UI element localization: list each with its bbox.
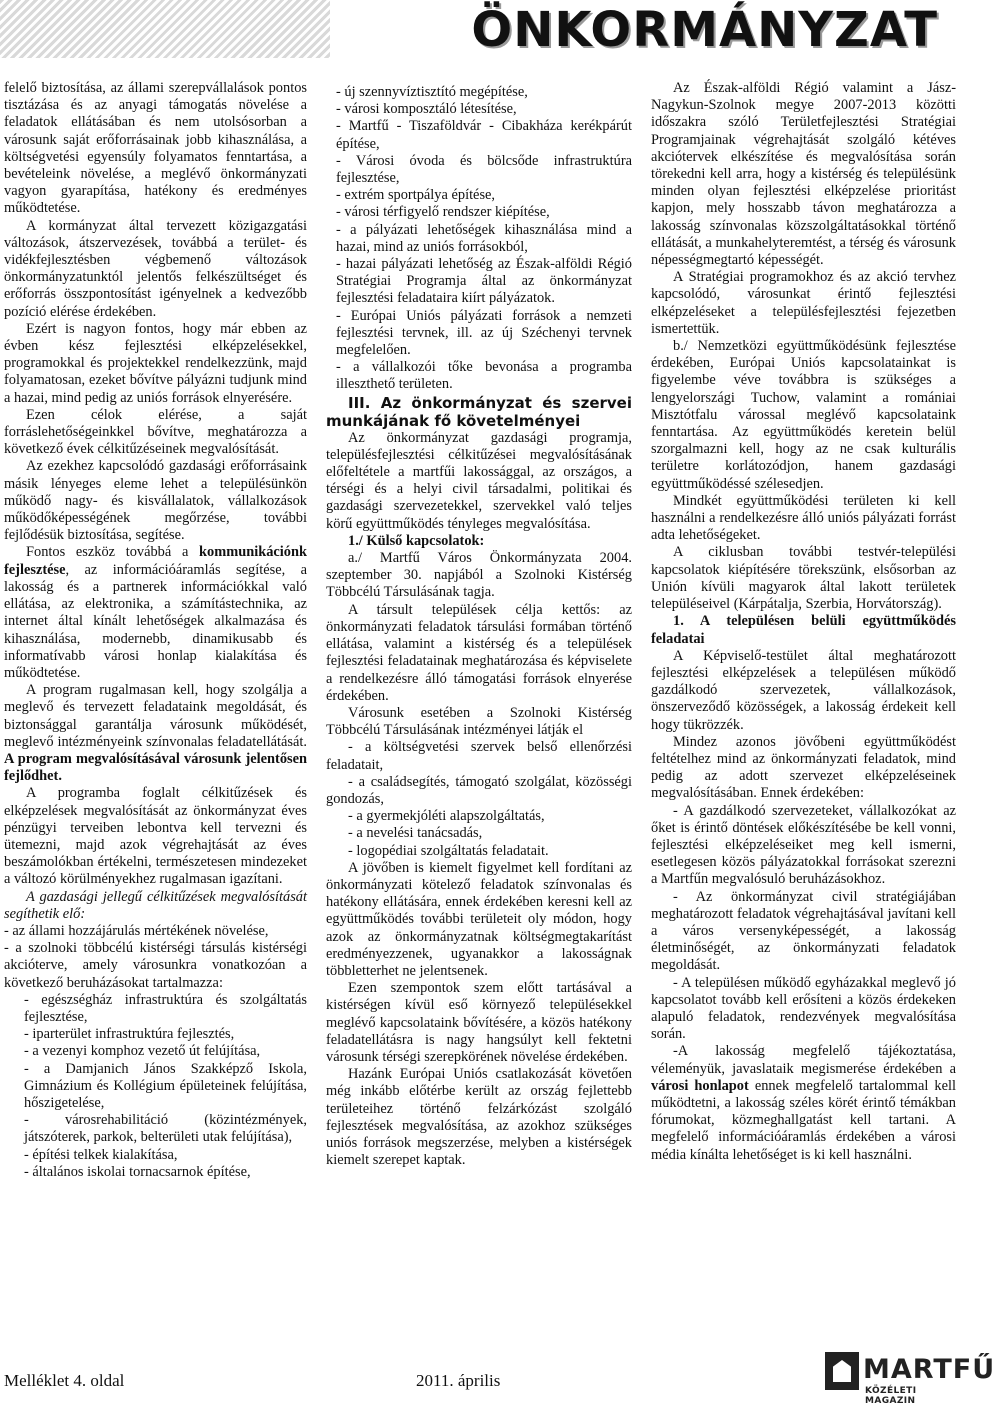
list-item: - a költségvetési szervek belső ellenőrzési feladatait, xyxy=(326,739,632,773)
paragraph: - A gazdálkodó szervezeteket, vállalkozókat az őket is érintő döntések előkészítésébe be kell vonni, fejlesztési elképzeléseiket meg kell ismerni, esetlegesen közös pályázatokkal forrásokat szerezni a Martfűn megvalósuló beruházásokhoz. xyxy=(651,802,956,888)
list-item: - logopédiai szolgáltatás feladatait. xyxy=(348,842,549,859)
paragraph: A kormányzat által tervezett közigazgatási változások, átszervezések, továbbá a terület- és vidékfejlesztésben végbemenő változások önkormányzatunktól jelentős felkészültséget és erőforrás összpontosítást igényelnek a kedvezőbb pozíció elérése érdekében. xyxy=(4,217,307,320)
list-item: - városi térfigyelő rendszer kiépítése, xyxy=(336,204,550,221)
paragraph xyxy=(4,544,307,682)
list-item: - a vezenyi komphoz vezető út felújítása, xyxy=(24,1043,261,1060)
paragraph: A programba foglalt célkitűzések és elképzelések megvalósítását az önkormányzat éves pénzügyi terveiben lebontva kell tervezni és ütemezni, majd azok végrehajtását az éves beszámolókban értékelni, természetesen mindezeket a változó körülményekhez rugalmasan igazítani. xyxy=(4,785,307,888)
section-heading: III. Az önkormányzat és szervei munkájának fő követelményei xyxy=(326,393,632,430)
paragraph: Az Észak-alföldi Régió valamint a Jász-Nagykun-Szolnok megye 2007-2013 közötti időszakra szóló Területfejlesztési Stratégiai Programjainak végrehajtását szolgáló kétéves akciótervek elkészítése és megvalósítása során törekedni kell arra, hogy a kistérség és településünk minden olyan fejlesztési elképzelése prioritást kapjon, mely hosszabb távon meghatározza a lakosság színvonalas közszolgáltatásokkal történő ellátását, a munkahelyteremtést, a térség és városunk népességmegtartó képességét. xyxy=(651,80,956,269)
paragraph: Mindkét együttműködési területen ki kell használni a rendelkezésre álló uniós pályázati forrást adta lehetőségeket. xyxy=(651,492,956,544)
paragraph xyxy=(651,1043,956,1163)
list-item: - a vállalkozói tőke bevonása a programba illeszthető területen. xyxy=(336,359,632,393)
paragraph: Városunk esetében a Szolnoki Kistérség Többcélú Társulásának intézményei látják el xyxy=(326,704,632,739)
list-item: - városi komposztáló létesítése, xyxy=(336,101,517,118)
page-header xyxy=(0,0,960,62)
bold-run: A program megvalósításával városunk jelentősen fejlődhet. xyxy=(4,750,307,785)
list-item: - a pályázati lehetőségek kihasználása mind a hazai, mind az uniós forrásokból, xyxy=(336,221,632,255)
paragraph: A Képviselő-testület által meghatározott fejlesztési elképzelések a településen működő gazdálkodó szervezetek, vállalkozások, önszerveződő közösségek, a lakosság érdekeit kell hogy tükrözzék. xyxy=(651,647,956,733)
column-3 xyxy=(651,80,956,1164)
paragraph: Ezen szempontok szem előtt tartásával a kistérségen kívül eső környező településekkel meglévő kapcsolataink bővítésére, a közös hatékony feladatellátásra is nagy hangsúlyt kell fektetni városunk térségi szerepkörének növelése érdekében. xyxy=(326,980,632,1065)
logo-subtitle: KÖZÉLETI MAGAZIN xyxy=(865,1386,917,1406)
list-item: - általános iskolai tornacsarnok építése, xyxy=(24,1163,251,1180)
text-run: , az információáramlás segítése, a lakosság és a partnerek információkkal való ellátása, az elektronika, a számítástechnika, az internet által kínált lehetőségek alkalmazása és kihasználása, modernebb, dinamikusabb és informatívabb városi honlap kialakítása és működtetése. xyxy=(4,561,307,681)
subheading: 1. A településen belüli együttműködés feladatai xyxy=(651,613,956,647)
list-item: - extrém sportpálya építése, xyxy=(336,187,496,204)
magazine-logo xyxy=(825,1352,995,1406)
list-item: - építési telkek kialakítása, xyxy=(24,1146,178,1163)
paragraph: felelő biztosítása, az állami szerepvállalások pontos tisztázása és az anyagi támogatás növelése a feladatok ellátásában és nem utolsósorban a városunk saját erőforrásainak jobb kihasználása, a költségvetési egyensúly folyamatos fenntartása, a bevételeink növelése, a meglévő önkormányzati vagyon gyarapítása, hatékony és eredményes működtetése. xyxy=(4,80,307,217)
list-item: - a Damjanich János Szakképző Iskola, Gimnázium és Kollégium épületeinek felújítása, hőszigetelése, xyxy=(24,1060,307,1111)
header-pattern xyxy=(0,0,330,58)
paragraph: - A településen működő egyházakkal meglevő jó kapcsolatot tovább kell erősíteni a közös érdekeken alapuló feladatok, rendezvények megvalósítása során. xyxy=(651,974,956,1043)
paragraph: Az ezekhez kapcsolódó gazdasági erőforrásaink másik lényeges eleme lehet a településünkön működő nagy- és kisvállalatok, vállalkozások működőképességének megőrzése, további fejlődésük biztosítása, segítése. xyxy=(4,458,307,544)
paragraph xyxy=(4,682,307,785)
list-item: - a gyermekjóléti alapszolgáltatás, xyxy=(348,808,545,825)
paragraph: A Stratégiai programokhoz és az akció tervhez kapcsolódó, városunkat érintő fejlesztési elképzeléseket a településfejlesztési fejezetben ismertettük. xyxy=(651,269,956,337)
paragraph: A jövőben is kiemelt figyelmet kell fordítani az önkormányzati kötelező feladatok színvonalas és hatékony ellátására, ennek érdekében keresni kell az együttműködés további területeit oly módon, hogy azok az önkormányzatnak költségmegtakarítást eredményezzenek, ugyanakkor a lakosságnak többletterhet ne jelentsenek. xyxy=(326,859,632,979)
logo-name: MARTFŰ xyxy=(863,1354,995,1385)
text-run: ennek megfelelő tartalommal kell működtetni, a lakosság széles körét érintő témákban fórumokat, közmeghallgatást kell tartani. A megfelelő információáramlás érdekében a városi média kínálta lehetőséget is ki kell használni. xyxy=(651,1077,957,1163)
paragraph xyxy=(4,889,307,923)
list-item: - Martfű - Tiszaföldvár - Cibakháza kerékpárút építése, xyxy=(336,118,632,152)
text-run: -A lakosság megfelelő tájékoztatása, véleményük, javaslataik megismerése érdekében a xyxy=(651,1043,956,1077)
paragraph: a./ Martfű Város Önkormányzata 2004. szeptember 30. napjából a Szolnoki Kistérség Többcélú Társulásának tagja. xyxy=(326,550,632,601)
page-number: Melléklet 4. oldal xyxy=(4,1371,125,1390)
list-item: - a családsegítés, támogató szolgálat, közösségi gondozás, xyxy=(326,773,632,807)
list-item: - egészségház infrastruktúra és szolgáltatás fejlesztése, xyxy=(24,991,307,1025)
subheading: 1./ Külső kapcsolatok: xyxy=(348,532,485,549)
paragraph: Hazánk Európai Uniós csatlakozását követően még inkább előtérbe került az ország fejlettebb területeihez történő felzárkózást szolgáló fejlesztések megvalósítása, az azokhoz szükséges uniós források megszerzése, melyben a kistérségek kiemelt szerepet kaptak. xyxy=(326,1066,632,1169)
italic-run: A gazdasági jellegű célkitűzések megvalósítását segíthetik elő: xyxy=(4,888,307,922)
paragraph: b./ Nemzetközi együttműködésünk fejlesztése érdekében, Európai Uniós kapcsolatainkat is figyelembe véve továbbra is szükséges a lengyelországi Tuchow, valamint a romániai Misztótfalu várossal meglévő kapcsolataink fenntartása. Az együttműködés keretein belül szorgalmazni kell, hogy az ne csak kulturális területre korlátozódjon, hanem gazdasági együttműködéssé szélesedjen. xyxy=(651,338,956,492)
bold-run: városi honlapot xyxy=(651,1077,749,1094)
crest-icon xyxy=(825,1352,859,1390)
list-item: - az állami hozzájárulás mértékének növelése, xyxy=(4,922,269,939)
list-item: - új szennyvíztisztító megépítése, xyxy=(336,84,528,100)
list-item: - Európai Uniós pályázati források a nemzeti fejlesztési tervnek, ill. az új Széchenyi tervnek megfelelően. xyxy=(336,307,632,359)
paragraph: Ezért is nagyon fontos, hogy már ebben az évben kész fejlesztési elképzelésekkel, programokkal és projektekkel rendelkezzünk, majd folyamatosan, ezeket bővítve pályázni tudjunk mind a hazai, mind pedig az uniós források elnyerésére. xyxy=(4,320,307,406)
paragraph: A társult települések célja kettős: az önkormányzati feladatok társulási formában történő ellátása, valamint a kistérség és a települések fejlesztési feladatainak meghatározása és képviselete a rendelkezésre álló támogatási források elnyerése érdekében. xyxy=(326,601,632,704)
paragraph: - Az önkormányzat civil stratégiájában meghatározott feladatok végrehajtásával javítani kell a város versenyképességét, a lakosság életminőségét, az önkormányzati feladatok megoldását. xyxy=(651,888,956,974)
column-1 xyxy=(4,80,307,1181)
list-item: - Városi óvoda és bölcsőde infrastruktúra fejlesztése, xyxy=(336,152,632,187)
list-item: - a nevelési tanácsadás, xyxy=(348,825,483,842)
paragraph: Ezen célok elérése, a saját forráslehetőségeinkkel bővítve, meghatározza a következő évek célkitűzéseinek megvalósítását. xyxy=(4,406,307,458)
paragraph: A ciklusban további testvér-települési kapcsolatok kiépítésére törekszünk, elsősorban az Unión kívüli magyarok által lakott területek településeivel (Kárpátalja, Szerbia, Horvátország). xyxy=(651,544,956,613)
list-item: - iparterület infrastruktúra fejlesztés, xyxy=(24,1026,235,1043)
section-title: ÖNKORMÁNYZAT xyxy=(471,2,938,58)
list-item: - hazai pályázati lehetőség az Észak-alföldi Régió Stratégiai Programja által az önkormányzat fejlesztési feladataira kiírt pályázatok. xyxy=(336,256,632,307)
paragraph: Az önkormányzat gazdasági programja, településfejlesztési célkitűzései megvalósításának előfeltétele a martfűi lakossággal, az országos, a térségi és a helyi civil társadalmi, politikai és gazdasági szervezetekkel, szervekkel való teljes körű együttműködés tényleges megvalósítása. xyxy=(326,429,632,532)
issue-date: 2011. április xyxy=(416,1371,501,1390)
paragraph: Mindez azonos jövőbeni együttműködést feltételhez mind az önkormányzati feladatok, mind pedig az adott szervezet elképzeléseinek megvalósításában. Ennek érdekében: xyxy=(651,733,956,802)
list-item: - a szolnoki többcélú kistérségi társulás kistérségi akcióterve, amely városunkra vonatkozóan a következő beruházásokat tartalmazza: xyxy=(4,940,307,991)
text-run: A program rugalmasan kell, hogy szolgálja a meglevő és tervezett feladataink megoldását, és biztonsággal garantálja városunk működését, meglevő intézményeink színvonalas feladatellátását. xyxy=(4,682,307,750)
list-item: - városrehabilitáció (közintézmények, játszóterek, parkok, belterületi utak felújítása), xyxy=(24,1112,307,1146)
bold-run: kommunikációnk fejlesztése xyxy=(4,544,307,578)
text-run: Fontos eszköz továbbá a xyxy=(26,544,189,561)
column-2 xyxy=(326,84,632,1169)
